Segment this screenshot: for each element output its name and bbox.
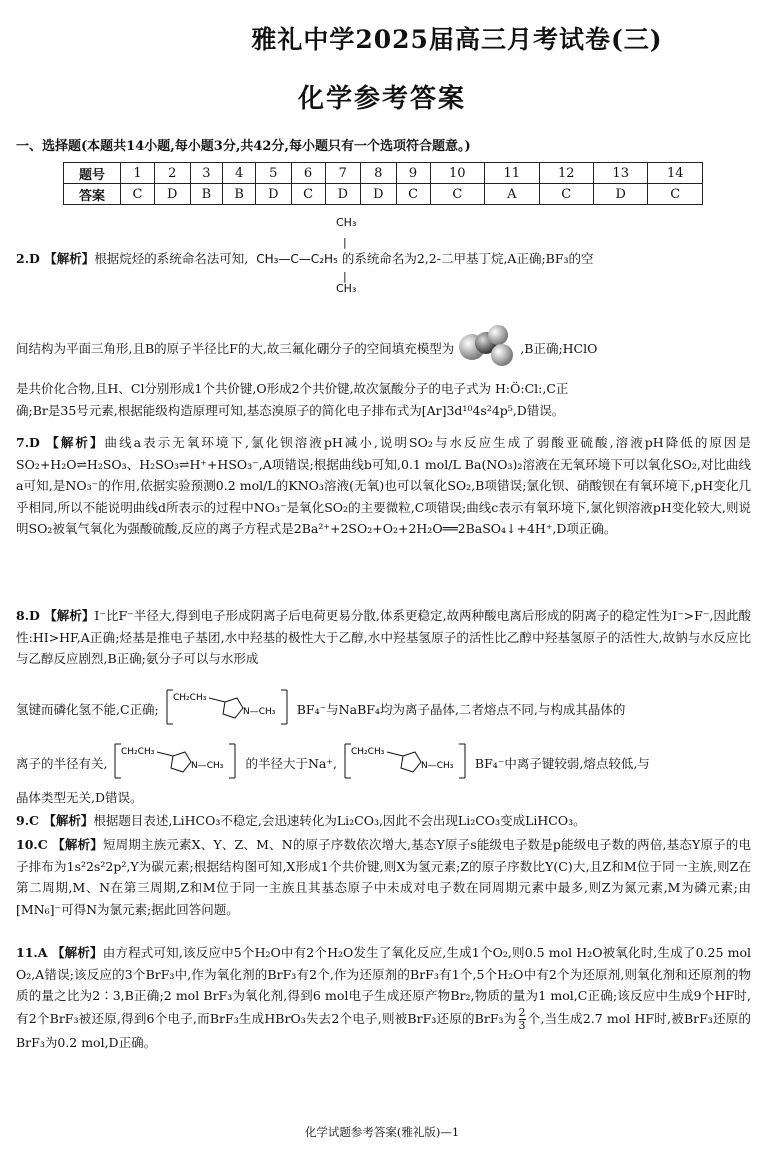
table-cell-answer: C xyxy=(291,184,325,205)
table-cell-answer: C xyxy=(121,184,155,205)
question-8-part-4: 晶体类型无关,D错误。 xyxy=(16,790,143,805)
table-cell-answer: D xyxy=(155,184,191,205)
question-10: 10.C 【解析】短周期主族元素X、Y、Z、M、N的原子序数依次增大,基态Y原子s能级电子数是p能级电子数的两倍,基态Y原子的电子排布为1s²2s²2p²,Y为碳元素;根据结构图可知,X形成1个共价键,则X为氢元素;Z的原子序数比Y(C)大,且Z和M位于同一主族,则Z在第二周期,M、N在第三周期,Z和M位于同一主族且其基态原子中未成对电子数在同周期元素中最多,则Z为氮元素,M为磷元素;由[MN₆]⁻可得N为氯元素;据此回答问题。 xyxy=(16,837,751,917)
table-cell-number: 8 xyxy=(361,163,397,184)
page-footer: 化学试题参考答案(雅礼版)—1 xyxy=(304,1125,460,1139)
table-cell-answer: C xyxy=(539,184,593,205)
table-cell-answer: C xyxy=(430,184,484,205)
table-cell-number: 10 xyxy=(430,163,484,184)
table-cell-number: 7 xyxy=(325,163,361,184)
structure-bond-up: | xyxy=(343,236,347,249)
table-cell-number: 6 xyxy=(291,163,325,184)
table-cell-number: 9 xyxy=(396,163,430,184)
table-cell-answer: D xyxy=(361,184,397,205)
table-cell-answer: B xyxy=(223,184,256,205)
question-11-lead: 11.A 【解析】 xyxy=(16,945,103,960)
table-cell-number: 14 xyxy=(648,163,703,184)
question-7-lead: 7.D 【解析】 xyxy=(16,435,105,450)
question-9: 9.C 【解析】根据题目表述,LiHCO₃不稳定,会迅速转化为Li₂CO₃,因此不会出现Li₂CO₃变成LiHCO₃。 xyxy=(16,813,586,828)
svg-text:CH₂CH₃: CH₂CH₃ xyxy=(121,747,155,757)
question-2-lead: 2.D 【解析】 xyxy=(16,251,95,266)
table-header-number: 题号 xyxy=(64,163,121,184)
structure-bottom-methyl: CH₃ xyxy=(336,282,357,295)
table-row-numbers xyxy=(64,163,703,184)
question-8-part-3: 离子的半径有关, CH₂CH₃ N—CH₃ 的半径大于Na⁺, CH₂CH₃ N—CH₃ BF₄⁻中离子键较弱,熔点较低,与 xyxy=(16,742,751,787)
imidazolium-cation-icon-3 xyxy=(341,742,471,787)
question-8-part-1: 8.D 【解析】I⁻比F⁻半径大,得到电子形成阴离子后电荷更易分散,体系更稳定,故两种酸电离后形成的阴离子的稳定性为I⁻>F⁻,因此酸性:HI>HF,A正确;烃基是推电子基团,水中羟基的极性大于乙醇,水中羟基氢原子的活性比乙醇中羟基氢原子的活性大,故钠与水反应比与乙醇反应剧烈,B正确;氨分子可以与水形成 xyxy=(16,608,751,666)
svg-text:CH₂CH₃: CH₂CH₃ xyxy=(172,693,207,703)
question-2-line-3: 是共价化合物,且H、Cl分别形成1个共价键,O形成2个共价键,故次氯酸分子的电子式为 H:Ö:Cl:,C正 确;Br是35号元素,根据能级构造原理可知,基态溴原子的简化电子排布式为[Ar]3d¹⁰4s²4p⁵,D错误。 xyxy=(16,381,569,418)
svg-text:N—CH₃: N—CH₃ xyxy=(242,707,276,717)
question-7: 7.D 【解析】曲线a表示无氧环境下,氯化钡溶液pH减小,说明SO₂与水反应生成了弱酸亚硫酸,溶液pH降低的原因是SO₂+H₂O⇌H₂SO₃、H₂SO₃⇌H⁺+HSO₃⁻,A项错误;根据曲线b可知,0.1 mol/L Ba(NO₃)₂溶液在无氧环境下可以氧化SO₂,对比曲线a可知,是NO₃⁻的作用,依据实验预测0.2 mol/L的KNO₃溶液(无氧)也可以氧化SO₂,B项错误;氯化钡、硝酸钡在有氧环境下,pH变化几乎相同,所以不能说明曲线d所表示的过程中NO₃⁻是氧化SO₂的主要微粒,C项错误;曲线c表示有氧环境下,氯化钡溶液pH变化较大,则说明SO₂被氧气氧化为强酸硫酸,反应的离子方程式是2Ba²⁺+2SO₂+O₂+2H₂O══2BaSO₄↓+4H⁺,D项正确。 xyxy=(16,435,751,536)
table-cell-answer: A xyxy=(485,184,539,205)
table-cell-answer: D xyxy=(593,184,647,205)
svg-text:CH₂CH₃: CH₂CH₃ xyxy=(350,747,385,757)
question-2-line-2: 间结构为平面三角形,且B的原子半径比F的大,故三氟化硼分子的空间填充模型为 ,B正确;HClO xyxy=(16,323,751,376)
question-9-lead: 9.C 【解析】 xyxy=(16,813,94,828)
table-cell-answer: C xyxy=(396,184,430,205)
table-cell-number: 1 xyxy=(121,163,155,184)
school-title: 雅礼中学2025届高三月考试卷(三) xyxy=(251,25,663,54)
table-cell-answer: D xyxy=(256,184,292,205)
table-cell-number: 3 xyxy=(190,163,223,184)
question-2-line-1: 2.D 【解析】根据烷烃的系统命名法可知, CH₃—C—C₂H₅ 的系统命名为2,2-二甲基丁烷,A正确;BF₃的空 xyxy=(16,251,594,266)
table-header-answer: 答案 xyxy=(64,184,121,205)
table-cell-number: 4 xyxy=(223,163,256,184)
section-title: 一、选择题(本题共14小题,每小题3分,共42分,每小题只有一个选项符合题意。) xyxy=(16,139,471,154)
structure-top-methyl: CH₃ xyxy=(336,216,357,229)
table-cell-answer: C xyxy=(648,184,703,205)
structure-main-chain: CH₃—C—C₂H₅ xyxy=(256,252,338,266)
structure-bond-down: | xyxy=(343,270,347,283)
question-10-lead: 10.C 【解析】 xyxy=(16,837,103,852)
table-cell-number: 5 xyxy=(256,163,292,184)
table-cell-number: 12 xyxy=(539,163,593,184)
answer-table xyxy=(63,162,703,205)
table-cell-number: 13 xyxy=(593,163,647,184)
svg-text:N—CH₃: N—CH₃ xyxy=(191,761,224,771)
table-row-answers xyxy=(64,184,703,205)
question-8-part-2: 氢键而磷化氢不能,C正确; CH₂CH₃ N—CH₃ BF₄⁻与NaBF₄均为离子晶体,二者熔点不同,与构成其晶体的 xyxy=(16,688,751,733)
table-cell-answer: B xyxy=(190,184,223,205)
svg-text:N—CH₃: N—CH₃ xyxy=(420,761,454,771)
table-cell-number: 11 xyxy=(485,163,539,184)
space-filling-model-icon xyxy=(458,323,516,376)
imidazolium-cation-icon xyxy=(163,688,293,733)
question-11: 11.A 【解析】由方程式可知,该反应中5个H₂O中有2个H₂O发生了氧化反应,生成1个O₂,则0.5 mol H₂O被氧化时,生成了0.25 mol O₂,A错误;该反应的3个BrF₃中,作为氧化剂的BrF₃有2个,作为还原剂的BrF₃有1个,5个H₂O中有2个为还原剂,则氧化剂和还原剂的物质的量之比为2∶3,B正确;2 mol BrF₃为氧化剂,得到6 mol电子生成还原产物Br₂,物质的量为1 mol,C正确;该反应中生成9个HF时,有2个BrF₃被还原,得到6个电子,而BrF₃生成HBrO₃失去2个电子,则被BrF₃还原的BrF₃为 $\frac{2}{3}$ 个,当生成2.7 mol HF时,被BrF₃还原的BrF₃为0.2 mol,D正确。 xyxy=(16,945,752,1050)
question-8-lead: 8.D 【解析】 xyxy=(16,608,95,623)
page-title: 化学参考答案 xyxy=(297,84,466,114)
table-cell-number: 2 xyxy=(155,163,191,184)
fraction-two-thirds: $\frac{2}{3}$ xyxy=(518,1005,526,1032)
table-cell-answer: D xyxy=(325,184,361,205)
imidazolium-cation-icon-2 xyxy=(111,742,241,787)
